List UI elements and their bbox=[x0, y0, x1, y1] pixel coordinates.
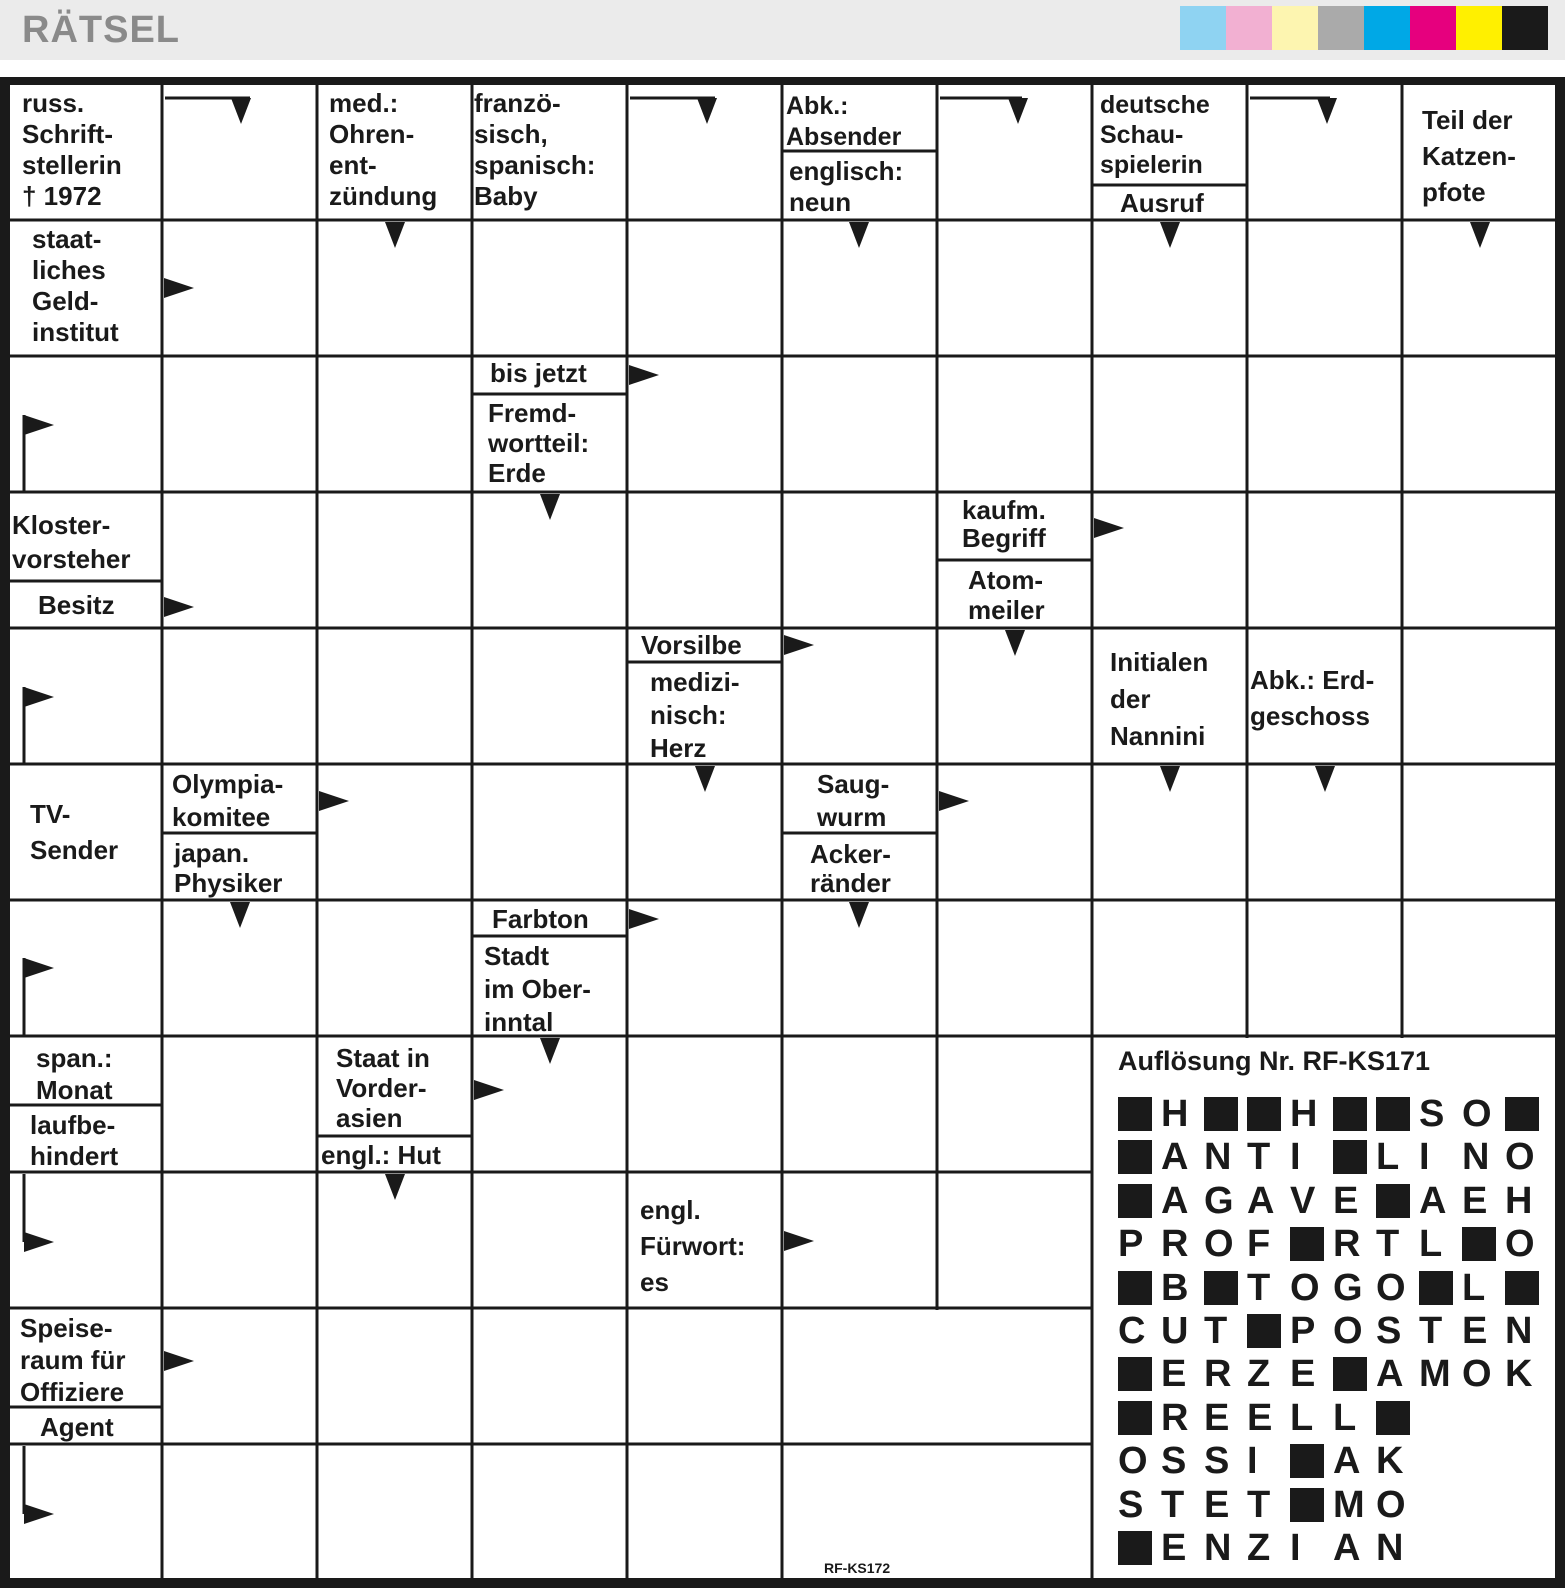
solution-block bbox=[1247, 1311, 1290, 1351]
clue-cell: franzö- sisch, spanisch: Baby bbox=[474, 88, 596, 211]
arrow-down-icon bbox=[540, 1038, 560, 1064]
black-square-icon bbox=[1118, 1531, 1152, 1565]
solution-letter: O bbox=[1290, 1266, 1320, 1309]
arrow-right-icon bbox=[939, 791, 969, 811]
clue-cell: Farbton bbox=[492, 904, 589, 934]
solution-block bbox=[1333, 1137, 1376, 1177]
black-square-icon bbox=[1118, 1140, 1152, 1174]
solution-block bbox=[1247, 1094, 1290, 1134]
solution-letter: S bbox=[1376, 1310, 1402, 1352]
solution-letter: E bbox=[1204, 1483, 1230, 1526]
black-square-icon bbox=[1118, 1097, 1152, 1131]
solution-letter: K bbox=[1376, 1440, 1404, 1483]
solution-letter: O bbox=[1376, 1483, 1406, 1526]
solution-letter: L bbox=[1376, 1136, 1400, 1179]
arrow-right-icon bbox=[1094, 518, 1124, 538]
solution-letter: R bbox=[1161, 1396, 1189, 1439]
black-square-icon bbox=[1290, 1488, 1324, 1522]
solution-letter: T bbox=[1161, 1483, 1185, 1526]
solution-letter: G bbox=[1204, 1179, 1234, 1222]
solution-block bbox=[1505, 1268, 1548, 1308]
arrow-down-icon bbox=[1317, 98, 1337, 124]
arrow-right-icon bbox=[784, 635, 814, 655]
clue-cell: Kloster- vorsteher bbox=[12, 510, 131, 574]
black-square-icon bbox=[1247, 1314, 1281, 1348]
black-square-icon bbox=[1290, 1227, 1324, 1261]
clue-cell: TV- Sender bbox=[30, 799, 119, 865]
clue-cell: laufbe- hindert bbox=[30, 1110, 119, 1171]
solution-letter: H bbox=[1505, 1179, 1533, 1222]
arrow-down-icon bbox=[695, 766, 715, 792]
clue-cell: Acker- ränder bbox=[810, 839, 891, 898]
solution-row bbox=[1118, 1398, 1419, 1438]
solution-block bbox=[1290, 1224, 1333, 1264]
arrow-right-icon bbox=[629, 909, 659, 929]
clue-cell: Olympia- komitee bbox=[172, 769, 284, 832]
solution-letter: O bbox=[1333, 1310, 1363, 1352]
solution-block bbox=[1376, 1398, 1419, 1438]
solution-letter: A bbox=[1333, 1527, 1361, 1569]
clue-cell: Stadt im Ober- inntal bbox=[484, 941, 591, 1037]
solution-letter: Z bbox=[1247, 1527, 1271, 1569]
solution-block bbox=[1290, 1485, 1333, 1525]
solution-letter: P bbox=[1118, 1223, 1144, 1266]
arrow-right-icon bbox=[474, 1080, 504, 1100]
solution-letter: S bbox=[1419, 1093, 1445, 1135]
flag-arrow-icon bbox=[24, 1232, 54, 1252]
solution-letter: M bbox=[1333, 1483, 1365, 1526]
black-square-icon bbox=[1505, 1097, 1539, 1131]
solution-letter: S bbox=[1161, 1440, 1187, 1483]
clue-cell: deutsche Schau- spielerin bbox=[1100, 91, 1210, 179]
black-square-icon bbox=[1419, 1271, 1453, 1305]
solution-letter: E bbox=[1462, 1310, 1488, 1352]
solution-letter: F bbox=[1247, 1223, 1271, 1266]
black-square-icon bbox=[1118, 1184, 1152, 1218]
solution-letter: A bbox=[1376, 1353, 1404, 1396]
solution-letter: N bbox=[1462, 1136, 1490, 1179]
solution-letter: R bbox=[1161, 1223, 1189, 1266]
solution-letter: G bbox=[1333, 1266, 1363, 1309]
solution-letter: O bbox=[1505, 1136, 1535, 1179]
solution-block bbox=[1118, 1094, 1161, 1134]
clue-cell: Speise- raum für Offiziere bbox=[20, 1313, 126, 1407]
solution-letter: N bbox=[1204, 1136, 1232, 1179]
solution-row bbox=[1118, 1224, 1548, 1264]
solution-letter: R bbox=[1204, 1353, 1232, 1396]
solution-block bbox=[1333, 1094, 1376, 1134]
arrow-down-icon bbox=[697, 98, 717, 124]
solution-block bbox=[1204, 1268, 1247, 1308]
clue-cell: Staat in Vorder- asien bbox=[336, 1043, 430, 1133]
solution-letter: T bbox=[1204, 1310, 1228, 1352]
black-square-icon bbox=[1333, 1097, 1367, 1131]
solution-letter: S bbox=[1204, 1440, 1230, 1483]
clue-cell: Atom- meiler bbox=[968, 565, 1045, 625]
solution-block bbox=[1290, 1441, 1333, 1481]
clue-cell: Ausruf bbox=[1120, 188, 1204, 218]
solution-letter: R bbox=[1333, 1223, 1361, 1266]
black-square-icon bbox=[1204, 1097, 1238, 1131]
solution-row bbox=[1118, 1485, 1419, 1525]
solution-block bbox=[1333, 1354, 1376, 1394]
clue-cell: Saug- wurm bbox=[817, 769, 890, 832]
flag-arrow-icon bbox=[24, 687, 54, 707]
solution-block bbox=[1118, 1528, 1161, 1568]
clue-cell: japan. Physiker bbox=[174, 838, 283, 898]
black-square-icon bbox=[1376, 1097, 1410, 1131]
clue-cell: Besitz bbox=[38, 590, 115, 620]
solution-letter: H bbox=[1161, 1093, 1189, 1135]
solution-row bbox=[1118, 1311, 1548, 1351]
arrow-down-icon bbox=[849, 902, 869, 928]
solution-letter: I bbox=[1419, 1136, 1430, 1179]
clue-cell: Teil der Katzen- pfote bbox=[1422, 105, 1516, 207]
clue-cell: span.: Monat bbox=[36, 1043, 113, 1105]
solution-block bbox=[1118, 1137, 1161, 1177]
solution-block bbox=[1118, 1181, 1161, 1221]
arrow-down-icon bbox=[1160, 766, 1180, 792]
page-title: RÄTSEL bbox=[22, 9, 180, 51]
clue-cell: engl.: Hut bbox=[321, 1140, 441, 1170]
solution-letter: O bbox=[1118, 1440, 1148, 1483]
black-square-icon bbox=[1118, 1271, 1152, 1305]
solution-letter: L bbox=[1290, 1396, 1314, 1439]
solution-block bbox=[1505, 1094, 1548, 1134]
black-square-icon bbox=[1462, 1227, 1496, 1261]
solution-letter: L bbox=[1419, 1223, 1443, 1266]
clue-cell: englisch: neun bbox=[789, 156, 904, 217]
clue-cell: Agent bbox=[40, 1412, 114, 1442]
solution-letter: T bbox=[1247, 1136, 1271, 1179]
clue-cell: kaufm. Begriff bbox=[962, 495, 1046, 553]
solution-letter: I bbox=[1290, 1136, 1301, 1179]
black-square-icon bbox=[1376, 1401, 1410, 1435]
solution-row bbox=[1118, 1528, 1419, 1568]
solution-letter: V bbox=[1290, 1179, 1316, 1222]
solution-letter: U bbox=[1161, 1310, 1189, 1352]
solution-letter: I bbox=[1247, 1440, 1258, 1483]
solution-block bbox=[1419, 1268, 1462, 1308]
solution-letter: P bbox=[1290, 1310, 1316, 1352]
solution-row bbox=[1118, 1094, 1548, 1134]
solution-letter: E bbox=[1247, 1396, 1273, 1439]
puzzle-code: RF-KS172 bbox=[824, 1560, 891, 1576]
flag-arrow-icon bbox=[24, 1504, 54, 1524]
solution-letter: N bbox=[1204, 1527, 1232, 1569]
solution-letter: C bbox=[1118, 1310, 1146, 1352]
arrow-down-icon bbox=[540, 494, 560, 520]
solution-row bbox=[1118, 1268, 1548, 1308]
solution-letter: A bbox=[1419, 1179, 1447, 1222]
solution-row bbox=[1118, 1354, 1548, 1394]
clue-cell: Initialen der Nannini bbox=[1110, 647, 1209, 751]
solution-letter: E bbox=[1161, 1353, 1187, 1396]
solution-letter: H bbox=[1290, 1093, 1318, 1135]
solution-letter: E bbox=[1290, 1353, 1316, 1396]
solution-block bbox=[1376, 1094, 1419, 1134]
clue-cell: med.: Ohren- ent- zündung bbox=[329, 88, 438, 211]
solution-letter: A bbox=[1333, 1440, 1361, 1483]
black-square-icon bbox=[1118, 1357, 1152, 1391]
solution-title: Auflösung Nr. RF-KS171 bbox=[1118, 1046, 1431, 1076]
solution-block bbox=[1204, 1094, 1247, 1134]
arrow-down-icon bbox=[1470, 222, 1490, 248]
solution-letter: A bbox=[1161, 1179, 1189, 1222]
solution-letter: L bbox=[1462, 1266, 1486, 1309]
arrow-down-icon bbox=[385, 222, 405, 248]
flag-arrow-icon bbox=[24, 415, 54, 435]
solution-letter: O bbox=[1462, 1093, 1492, 1135]
arrow-right-icon bbox=[164, 597, 194, 617]
solution-letter: L bbox=[1333, 1396, 1357, 1439]
black-square-icon bbox=[1204, 1271, 1238, 1305]
clue-cell: bis jetzt bbox=[490, 358, 587, 388]
solution-block bbox=[1118, 1354, 1161, 1394]
clue-cell: medizi- nisch: Herz bbox=[650, 667, 740, 763]
solution-letter: B bbox=[1161, 1266, 1189, 1309]
solution-row bbox=[1118, 1181, 1548, 1221]
black-square-icon bbox=[1118, 1401, 1152, 1435]
solution-letter: E bbox=[1333, 1179, 1359, 1222]
solution-letter: I bbox=[1290, 1527, 1301, 1569]
arrow-down-icon bbox=[385, 1174, 405, 1200]
arrow-down-icon bbox=[230, 902, 250, 928]
black-square-icon bbox=[1247, 1097, 1281, 1131]
solution-letter: A bbox=[1161, 1136, 1189, 1179]
solution-letter: M bbox=[1419, 1353, 1451, 1396]
solution-letter: E bbox=[1161, 1527, 1187, 1569]
solution-row bbox=[1118, 1137, 1548, 1177]
arrow-right-icon bbox=[784, 1231, 814, 1251]
solution-letter: K bbox=[1505, 1353, 1533, 1396]
solution-letter: O bbox=[1376, 1266, 1406, 1309]
solution-letter: T bbox=[1419, 1310, 1443, 1352]
arrow-right-icon bbox=[164, 278, 194, 298]
solution-letter: N bbox=[1376, 1527, 1404, 1569]
solution-block bbox=[1118, 1398, 1161, 1438]
solution-letter: O bbox=[1505, 1223, 1535, 1266]
arrow-right-icon bbox=[629, 365, 659, 385]
clue-cell: Vorsilbe bbox=[641, 630, 742, 660]
arrow-down-icon bbox=[1160, 222, 1180, 248]
arrow-down-icon bbox=[1315, 766, 1335, 792]
solution-letter: E bbox=[1462, 1179, 1488, 1222]
clue-cell: engl. Fürwort: es bbox=[640, 1195, 746, 1297]
solution-letter: O bbox=[1462, 1353, 1492, 1396]
solution-block bbox=[1376, 1181, 1419, 1221]
black-square-icon bbox=[1376, 1184, 1410, 1218]
black-square-icon bbox=[1505, 1271, 1539, 1305]
arrow-right-icon bbox=[164, 1351, 194, 1371]
arrow-down-icon bbox=[849, 222, 869, 248]
solution-row bbox=[1118, 1441, 1419, 1481]
clue-cell: Abk.: Absender bbox=[786, 92, 902, 151]
black-square-icon bbox=[1333, 1357, 1367, 1391]
clue-cell: russ. Schrift- stellerin † 1972 bbox=[22, 88, 122, 211]
solution-letter: T bbox=[1247, 1483, 1271, 1526]
black-square-icon bbox=[1333, 1140, 1367, 1174]
solution-letter: E bbox=[1204, 1396, 1230, 1439]
arrow-down-icon bbox=[231, 98, 251, 124]
arrow-right-icon bbox=[319, 791, 349, 811]
arrow-down-icon bbox=[1008, 98, 1028, 124]
solution-letter: N bbox=[1505, 1310, 1533, 1352]
solution-letter: T bbox=[1247, 1266, 1271, 1309]
clue-cell: Fremd- wortteil: Erde bbox=[488, 398, 590, 488]
solution-block bbox=[1462, 1224, 1505, 1264]
solution-letter: O bbox=[1204, 1223, 1234, 1266]
clue-cell: Abk.: Erd- geschoss bbox=[1250, 665, 1375, 731]
solution-letter: T bbox=[1376, 1223, 1400, 1266]
arrow-down-icon bbox=[1005, 630, 1025, 656]
solution-letter: Z bbox=[1247, 1353, 1271, 1396]
flag-arrow-icon bbox=[24, 958, 54, 978]
black-square-icon bbox=[1290, 1444, 1324, 1478]
clue-cell: staat- liches Geld- institut bbox=[32, 224, 119, 347]
solution-block bbox=[1118, 1268, 1161, 1308]
solution-letter: S bbox=[1118, 1483, 1144, 1526]
solution-letter: A bbox=[1247, 1179, 1275, 1222]
